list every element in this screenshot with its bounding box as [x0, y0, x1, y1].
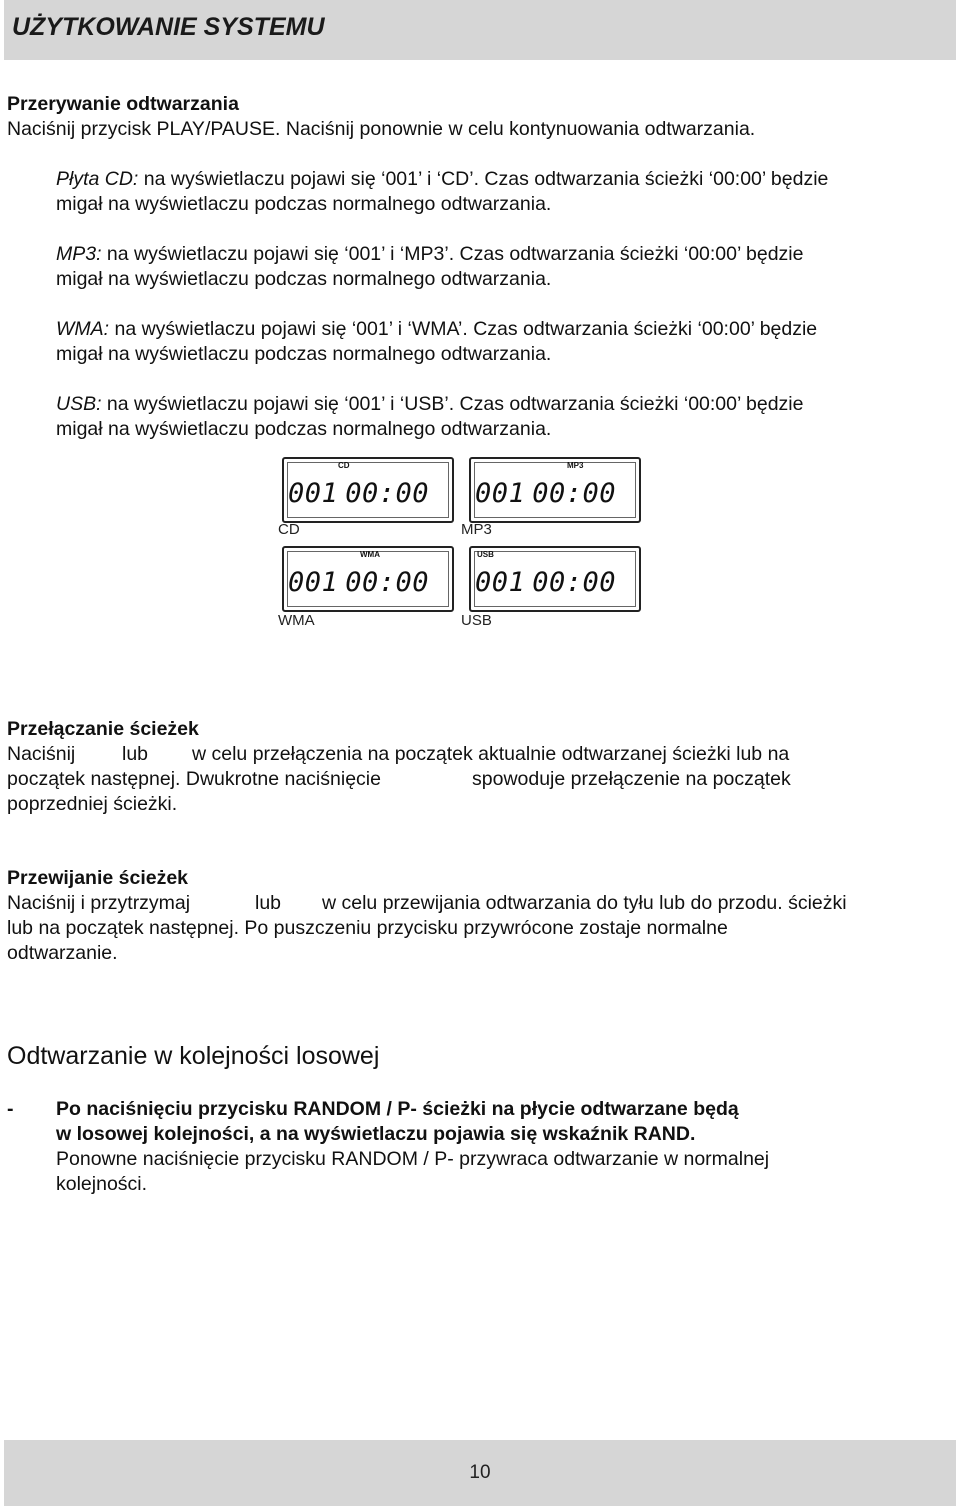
lcd-display-cd: [282, 457, 454, 523]
cd-label: Płyta CD:: [56, 168, 139, 190]
lcd-tag-cd: CD: [338, 461, 350, 470]
cd-description: [56, 167, 828, 192]
section-heading-random: Odtwarzanie w kolejności losowej: [7, 1042, 380, 1070]
random-bold-line2: w losowej kolejności, a na wyświetlaczu pojawia się wskaźnik RAND.: [56, 1123, 696, 1145]
section-heading-rewind: Przewijanie ścieżek: [7, 867, 189, 889]
random-bold-line1: Po naciśnięciu przycisku RANDOM / P- ścieżki na płycie odtwarzane będą: [56, 1098, 739, 1120]
usb-description-cont: migał na wyświetlaczu podczas normalnego odtwarzania.: [56, 418, 552, 440]
skip-line1b: lub: [122, 743, 149, 765]
lcd-track: 001: [475, 567, 526, 598]
pause-instruction: Naciśnij przycisk PLAY/PAUSE. Naciśnij ponownie w celu kontynuowania odtwarzania.: [7, 118, 756, 140]
wma-description-cont: migał na wyświetlaczu podczas normalnego odtwarzania.: [56, 343, 552, 365]
lcd-caption-wma: WMA: [278, 612, 315, 629]
lcd-tag-wma: WMA: [360, 550, 380, 559]
random-line4: kolejności.: [56, 1173, 148, 1195]
mp3-label: MP3:: [56, 243, 102, 265]
rewind-line1b: lub: [255, 892, 282, 914]
usb-text: na wyświetlaczu pojawi się ‘001’ i ‘USB’. Czas odtwarzania ścieżki ‘00:00’ będzie: [101, 393, 804, 415]
lcd-tag-usb: USB: [477, 550, 494, 559]
lcd-track: 001: [288, 567, 339, 598]
skip-line2a: początek następnej. Dwukrotne naciśnięcie: [7, 768, 381, 790]
header-bar: [4, 0, 956, 60]
lcd-track: 001: [288, 478, 339, 509]
mp3-description: [56, 242, 803, 267]
lcd-track: 001: [475, 478, 526, 509]
rewind-line2: lub na początek następnej. Po puszczeniu przycisku przywrócone zostaje normalne: [7, 917, 728, 939]
lcd-caption-mp3: MP3: [461, 521, 492, 538]
skip-line1a: Naciśnij: [7, 743, 76, 765]
lcd-display-wma: [282, 546, 454, 612]
footer-bar: [4, 1440, 956, 1506]
mp3-description-cont: migał na wyświetlaczu podczas normalnego odtwarzania.: [56, 268, 552, 290]
page-title: UŻYTKOWANIE SYSTEMU: [12, 13, 325, 41]
section-heading-skip: Przełączanie ścieżek: [7, 718, 199, 740]
usb-label: USB:: [56, 393, 102, 415]
lcd-tag-mp3: MP3: [567, 461, 584, 470]
skip-line1c: w celu przełączenia na początek aktualnie odtwarzanej ścieżki lub na: [192, 743, 790, 765]
skip-line2b: spowoduje przełączenie na początek: [472, 768, 791, 790]
lcd-digits-cd: [288, 479, 429, 509]
lcd-display-usb: [469, 546, 641, 612]
wma-text: na wyświetlaczu pojawi się ‘001’ i ‘WMA’. Czas odtwarzania ścieżki ‘00:00’ będzie: [109, 318, 818, 340]
rewind-line1c: w celu przewijania odtwarzania do tyłu lub do przodu. ścieżki: [322, 892, 847, 914]
lcd-digits-usb: [475, 568, 616, 598]
page-number: 10: [469, 1462, 491, 1483]
lcd-time: 00:00: [345, 567, 430, 598]
lcd-digits-mp3: [475, 479, 616, 509]
skip-line3: poprzedniej ścieżki.: [7, 793, 178, 815]
lcd-display-mp3: [469, 457, 641, 523]
lcd-illustrations: [275, 450, 660, 635]
wma-label: WMA:: [56, 318, 110, 340]
lcd-time: 00:00: [532, 478, 617, 509]
wma-description: [56, 317, 817, 342]
cd-description-cont: migał na wyświetlaczu podczas normalnego odtwarzania.: [56, 193, 552, 215]
cd-text: na wyświetlaczu pojawi się ‘001’ i ‘CD’. Czas odtwarzania ścieżki ‘00:00’ będzie: [138, 168, 829, 190]
lcd-time: 00:00: [532, 567, 617, 598]
lcd-caption-usb: USB: [461, 612, 492, 629]
section-heading-pause: Przerywanie odtwarzania: [7, 93, 239, 115]
usb-description: [56, 392, 803, 417]
random-dash: -: [7, 1098, 14, 1120]
random-line3: Ponowne naciśnięcie przycisku RANDOM / P- przywraca odtwarzanie w normalnej: [56, 1148, 770, 1170]
rewind-line1a: Naciśnij i przytrzymaj: [7, 892, 191, 914]
mp3-text: na wyświetlaczu pojawi się ‘001’ i ‘MP3’. Czas odtwarzania ścieżki ‘00:00’ będzie: [101, 243, 804, 265]
lcd-digits-wma: [288, 568, 429, 598]
lcd-time: 00:00: [345, 478, 430, 509]
lcd-caption-cd: CD: [278, 521, 300, 538]
rewind-line3: odtwarzanie.: [7, 942, 118, 964]
